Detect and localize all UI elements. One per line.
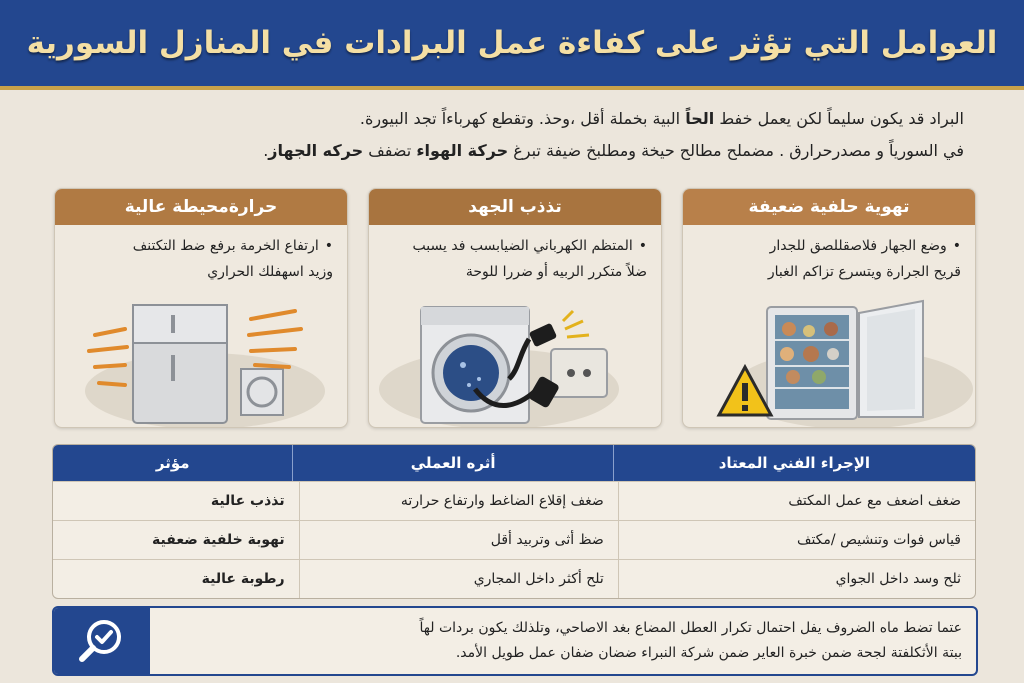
table-cell: قياس فوات وتنشيص /مكتف [618, 521, 975, 559]
table-cell: رطوبة عالية [201, 571, 285, 587]
page-header [0, 0, 1024, 90]
footer-line: عتما تضط ماه الضروف يفل احتمال تكرار العطل المضاع بغد الاصاحي، وتلذلك يكون بردات لهاً [419, 620, 962, 636]
table-cell: ضظ أثى وتربيد أقل [299, 521, 618, 559]
intro-line-2 [60, 135, 964, 167]
table-header-cell: أثره العملي [292, 445, 612, 481]
table-cell: ضغف إقلاع الضاغط وارتفاع حرارته [299, 482, 618, 520]
footer-note [52, 606, 978, 676]
card-line: •المتظم الكهرباني الضيابسب فد يسبب [412, 238, 647, 254]
card-line-text: وضع الجهار فلاصقللصق للجدار [769, 238, 947, 254]
card-line [381, 259, 647, 285]
table-cell: تهوبة خلفية ضعفية [152, 532, 285, 548]
footer-line: ببتة الأثكلفتة لجحة ضمن خبرة العاير ضمن شركة النبراء ضضان ضفان عمل طويل الأمد. [455, 645, 962, 661]
intro-line-1 [60, 103, 964, 135]
intro-bold: حركه الجهاز [268, 141, 364, 160]
card-line-text: ضلاً متكرر الربيه أو ضررا للوحة [465, 264, 647, 280]
table-header-row [53, 445, 975, 481]
intro-text: في السورياً و مصدرحرارق . مضملح مطالح حيخة ومطلبخ ضيفة تبرغ [508, 141, 964, 160]
table-header-cell: الإجراء الفني المعتاد [613, 445, 975, 481]
table-cell: ثلح وسد داخل الجواي [618, 560, 975, 598]
footer-icon-box [54, 608, 150, 674]
open-fridge-warning-icon [683, 299, 975, 427]
intro-paragraph [60, 103, 964, 167]
table-row [53, 481, 975, 520]
card-line-text: قريح الجرارة ويتسرع تزاكم الغبار [767, 264, 961, 280]
card-description [55, 225, 347, 303]
washing-machine-plug-icon [369, 299, 661, 427]
page-title: العوامل التي تؤثر على كفاءة عمل البرادات في المنازل السورية [26, 25, 998, 61]
card-line-text: ارتفاع الخرمة برفع ضط التكتنف [132, 238, 319, 254]
intro-bold: حركة الهواء [416, 141, 509, 160]
card-line: •وضع الجهار فلاصقللصق للجدار [769, 238, 961, 254]
intro-text: . [263, 141, 269, 160]
intro-text: تضفف [363, 141, 417, 160]
table-header-cell: مؤثر [155, 454, 190, 472]
magnifier-check-icon [76, 615, 128, 667]
maintenance-table [52, 444, 976, 599]
card-title: تذذب الجهد [369, 189, 661, 225]
intro-text: البية بخملة أقل ،وحذ. وتقطع كهرباءاً تجد البيورة. [359, 109, 686, 128]
card-line-text: المتظم الكهرباني الضيابسب فد يسبب [412, 238, 633, 254]
card-voltage-fluctuation [368, 188, 662, 428]
card-line [695, 259, 961, 285]
table-cell: تلح أكثر داخل المجاري [299, 560, 618, 598]
card-high-ambient-temperature [54, 188, 348, 428]
table-row [53, 520, 975, 559]
card-line-text: وزيد اسهفلك الحراري [207, 264, 333, 280]
intro-bold: الحاً [685, 109, 715, 128]
card-rear-ventilation [682, 188, 976, 428]
card-line [67, 259, 333, 285]
hot-fridge-icon [55, 299, 347, 427]
table-cell: ضغف اضعف مع عمل المكتف [618, 482, 975, 520]
table-row [53, 559, 975, 598]
card-title: تهوية حلفية ضعيفة [683, 189, 975, 225]
card-description [369, 225, 661, 303]
footer-text [162, 616, 962, 666]
card-description [683, 225, 975, 303]
table-cell: تذذب عالية [210, 493, 285, 509]
card-title: حرارةمحيطة عالية [55, 189, 347, 225]
intro-text: البراد قد يكون سليماً لكن يعمل خفط [714, 109, 964, 128]
card-line: •ارتفاع الخرمة برفع ضط التكتنف [132, 238, 333, 254]
